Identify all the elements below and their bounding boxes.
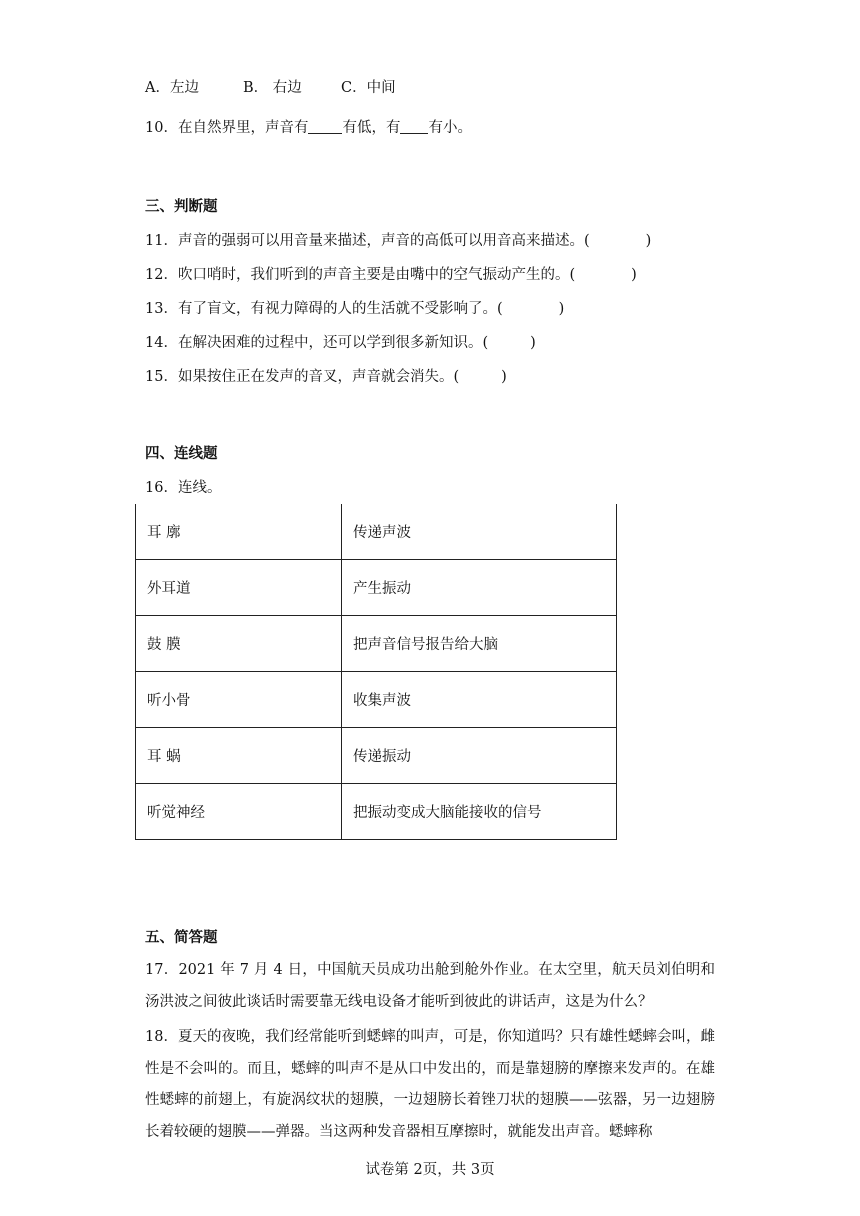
- q10-text-1: 在自然界里，声音有: [177, 120, 309, 136]
- q17: 17．2021 年 7 月 4 日，中国航天员成功出舱到舱外作业。在太空里，航天员刘伯明和汤洪波之间彼此谈话时需要靠无线电设备才能听到彼此的讲话声，这是为什么？: [145, 962, 715, 1010]
- right-item[interactable]: 传递声波: [342, 504, 617, 560]
- left-item[interactable]: 耳 廓: [136, 504, 342, 560]
- q15: [145, 367, 507, 387]
- q11-text: 11．声音的强弱可以用音量来描述，声音的高低可以用音高来描述。(: [145, 233, 590, 249]
- section-3-title: 三、判断题: [145, 198, 218, 215]
- q18: 18．夏天的夜晚，我们经常能听到蟋蟀的叫声，可是，你知道吗？只有雄性蟋蟀会叫，雌性是不会叫的。而且，蟋蟀的叫声不是从口中发出的，而是靠翅膀的摩擦来发声的。在雄性蟋蟀的前翅上，有旋涡纹状的翅膜，一边翅膀长着锉刀状的翅膜——弦器，另一边翅膀长着较硬的翅膜——弹器。当这两种发音器相互摩擦时，就能发出声音。蟋蟀称: [145, 1029, 715, 1140]
- q12-text: 12．吹口哨时，我们听到的声音主要是由嘴中的空气振动产生的。(: [145, 267, 576, 283]
- q12: [145, 265, 637, 285]
- q9-options: [145, 78, 396, 98]
- right-item[interactable]: 把振动变成大脑能接收的信号: [342, 784, 617, 840]
- left-item[interactable]: 听小骨: [136, 672, 342, 728]
- q13-text: 13．有了盲文，有视力障碍的人的生活就不受影响了。(: [145, 301, 503, 317]
- q10-number: 10．: [145, 120, 178, 136]
- left-item[interactable]: 外耳道: [136, 560, 342, 616]
- table-row: [136, 784, 617, 840]
- q13-close: ): [558, 301, 565, 317]
- q10-blank-1[interactable]: [308, 119, 342, 134]
- right-item[interactable]: 把声音信号报告给大脑: [342, 616, 617, 672]
- q9-option-c[interactable]: C．中间: [341, 80, 396, 96]
- section-4-title: 四、连线题: [145, 445, 218, 462]
- q10: [145, 118, 472, 138]
- q15-close: ): [501, 369, 507, 385]
- table-row: [136, 560, 617, 616]
- q14-text: 14．在解决困难的过程中，还可以学到很多新知识。(: [145, 335, 489, 351]
- matching-table: [135, 504, 617, 840]
- q15-text: 15．如果按住正在发声的音叉，声音就会消失。(: [145, 369, 460, 385]
- q16: 16．连线。: [145, 480, 222, 496]
- q9-option-b[interactable]: B． 右边: [243, 80, 302, 96]
- q10-text-2: 有低，有: [342, 120, 401, 136]
- right-item[interactable]: 收集声波: [342, 672, 617, 728]
- q14-close: ): [530, 335, 536, 351]
- right-item[interactable]: 传递振动: [342, 728, 617, 784]
- table-row: [136, 504, 617, 560]
- q14: [145, 333, 536, 353]
- section-5-title: 五、简答题: [145, 929, 218, 946]
- q10-blank-2[interactable]: [400, 119, 428, 134]
- left-item[interactable]: 耳 蜗: [136, 728, 342, 784]
- q13: [145, 299, 564, 319]
- table-row: [136, 616, 617, 672]
- left-item[interactable]: 鼓 膜: [136, 616, 342, 672]
- q12-close: ): [631, 267, 637, 283]
- table-row: [136, 728, 617, 784]
- left-item[interactable]: 听觉神经: [136, 784, 342, 840]
- table-row: [136, 672, 617, 728]
- q9-option-a[interactable]: A．左边: [145, 80, 199, 96]
- page-footer: 试卷第 2页，共 3页: [365, 1162, 495, 1178]
- q11-close: ): [645, 233, 652, 249]
- right-item[interactable]: 产生振动: [342, 560, 617, 616]
- q11: [145, 231, 651, 251]
- q10-text-3: 有小。: [428, 120, 472, 136]
